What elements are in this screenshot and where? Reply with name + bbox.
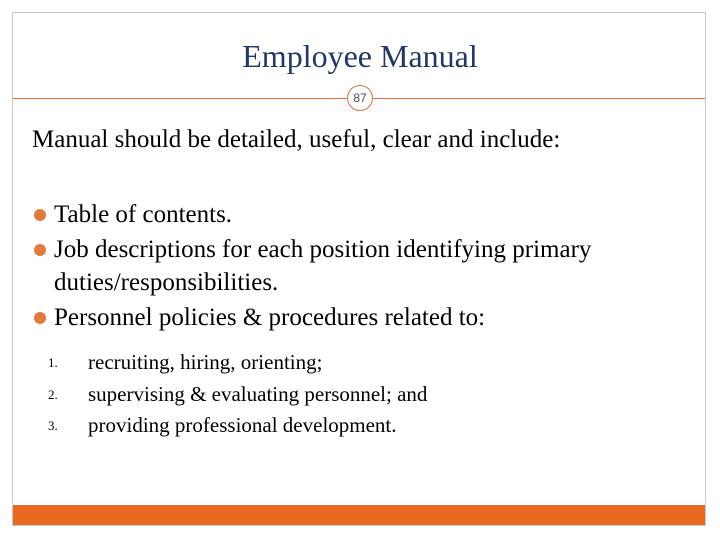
slide-title: Employee Manual (242, 38, 478, 74)
number-marker: 2. (48, 386, 58, 402)
numbered-text: recruiting, hiring, orienting; (88, 350, 323, 374)
bullet-text: Job descriptions for each position identifying primary duties/responsibilities. (54, 236, 592, 296)
number-marker: 1. (48, 355, 58, 370)
bullet-dot-icon (34, 244, 46, 256)
slide-number-badge: 87 (347, 85, 373, 111)
footer-accent-bar (13, 505, 705, 525)
bullet-item (34, 301, 694, 334)
lead-text: Manual should be detailed, useful, clear and include: (32, 126, 561, 153)
bullet-dot-icon (34, 209, 46, 221)
number-marker: 3. (48, 418, 58, 433)
bullet-item (34, 198, 694, 231)
bullet-dot-icon (34, 312, 46, 324)
numbered-text: providing professional development. (88, 413, 397, 437)
bullet-text: Personnel policies & procedures related to: (54, 304, 486, 331)
numbered-text: supervising & evaluating personnel; and (88, 381, 428, 406)
bullet-text: Table of contents. (54, 201, 233, 228)
bullet-list (34, 198, 694, 336)
bullet-item (34, 233, 694, 299)
